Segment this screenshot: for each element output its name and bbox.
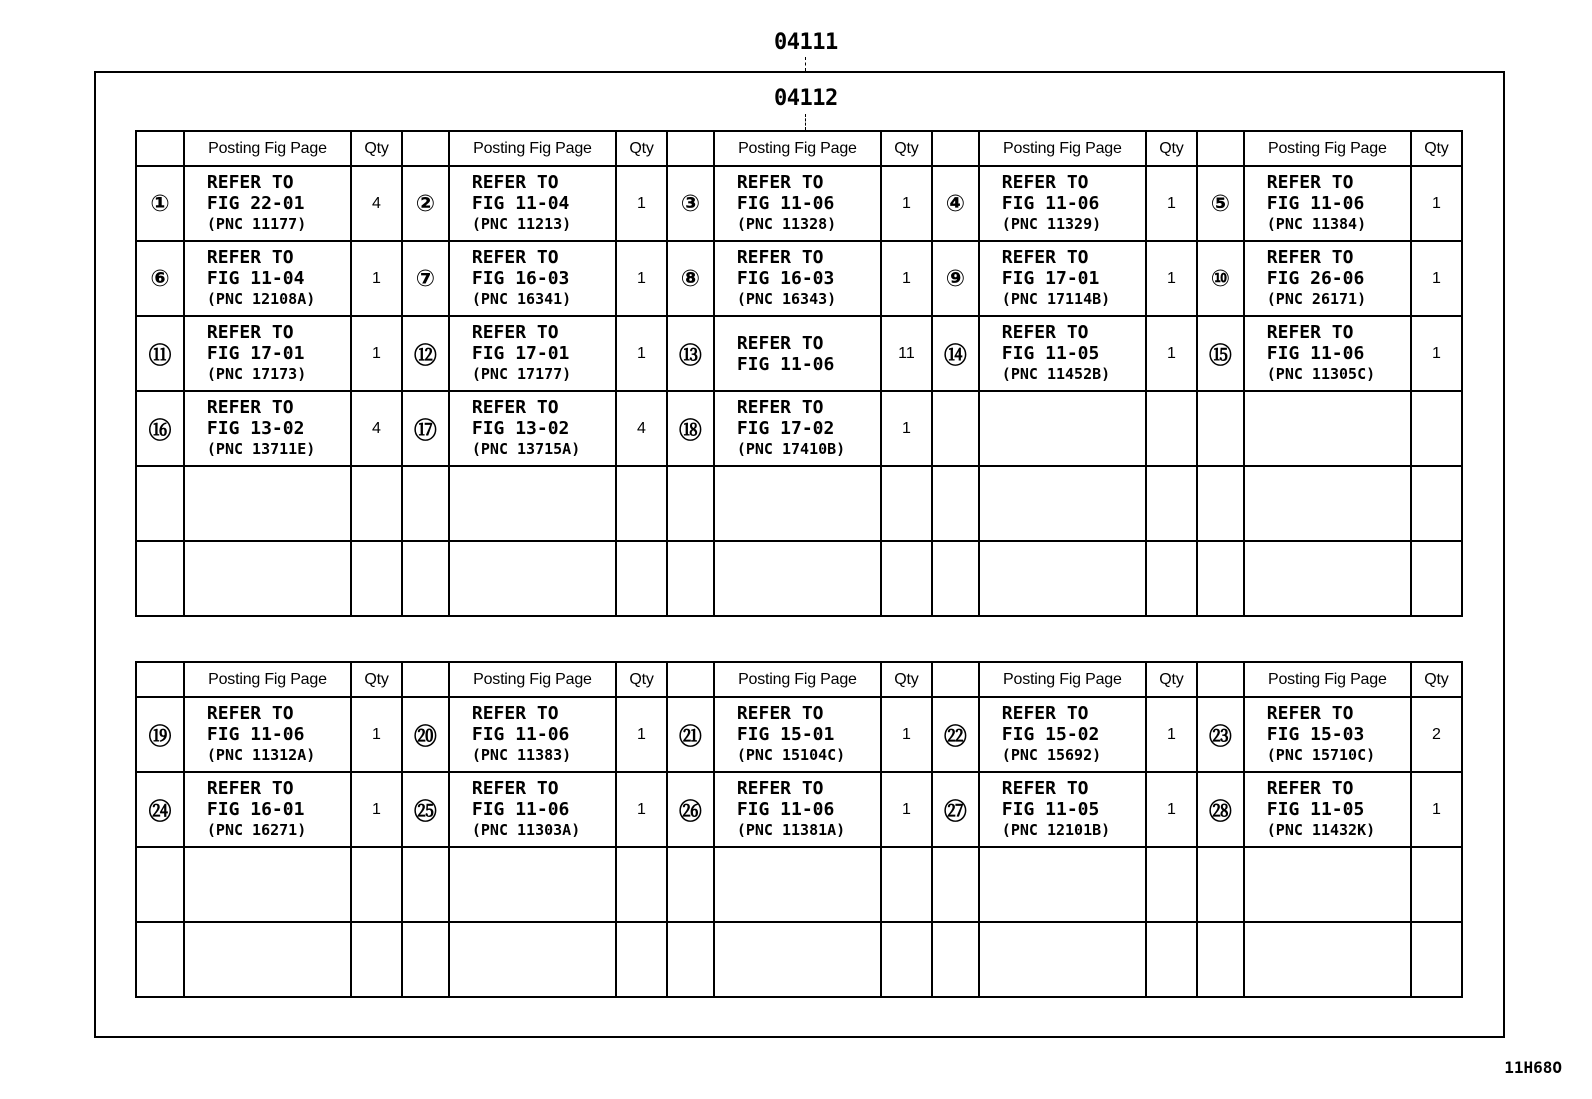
- parts-table-2: [135, 661, 1463, 998]
- callout-number: ④: [932, 166, 979, 241]
- posting-header: Posting Fig Page: [714, 662, 881, 697]
- fig-page-text: FIG 11-06: [1001, 193, 1100, 214]
- fig-page-text: FIG 11-04: [471, 193, 570, 214]
- table-row: [136, 847, 1462, 922]
- callout-number: ⑫: [402, 316, 449, 391]
- callout-number: [667, 466, 714, 541]
- pnc-text: (PNC 11303A): [471, 821, 581, 839]
- callout-number: ㉔: [136, 772, 184, 847]
- qty-value: [616, 847, 667, 922]
- table-row: [136, 697, 1462, 772]
- pnc-text: (PNC 11305C): [1266, 365, 1376, 383]
- posting-header: Posting Fig Page: [714, 131, 881, 166]
- qty-value: [616, 541, 667, 616]
- pnc-text: (PNC 11328): [736, 215, 837, 233]
- qty-value: 1: [351, 316, 402, 391]
- fig-page-text: FIG 16-03: [736, 268, 835, 289]
- callout-number: [402, 847, 449, 922]
- pnc-text: (PNC 11432K): [1266, 821, 1376, 839]
- callout-number: [136, 847, 184, 922]
- posting-ref: [714, 316, 881, 391]
- qty-header: Qty: [351, 662, 402, 697]
- fig-page-text: FIG 11-06: [736, 193, 835, 214]
- refer-to-text: REFER TO: [206, 703, 294, 724]
- pnc-text: (PNC 13711E): [206, 440, 316, 458]
- callout-number: [136, 541, 184, 616]
- posting-ref: [184, 466, 351, 541]
- fig-page-text: FIG 17-02: [736, 418, 835, 439]
- callout-number: [932, 847, 979, 922]
- posting-ref: [979, 241, 1146, 316]
- fig-page-text: FIG 11-05: [1266, 799, 1365, 820]
- num-header: [667, 662, 714, 697]
- pnc-text: (PNC 11177): [206, 215, 307, 233]
- posting-header: Posting Fig Page: [184, 662, 351, 697]
- refer-to-text: REFER TO: [471, 172, 559, 193]
- refer-to-text: REFER TO: [471, 247, 559, 268]
- posting-ref: [979, 922, 1146, 997]
- callout-number: ⑳: [402, 697, 449, 772]
- assembly-code-label: 04111: [774, 30, 838, 55]
- leader-line: [805, 57, 806, 71]
- fig-page-text: FIG 16-01: [206, 799, 305, 820]
- refer-to-text: REFER TO: [471, 322, 559, 343]
- fig-page-text: FIG 11-06: [736, 799, 835, 820]
- qty-value: [351, 847, 402, 922]
- posting-ref: [979, 847, 1146, 922]
- posting-ref: [449, 466, 616, 541]
- posting-ref: [184, 241, 351, 316]
- table-row: [136, 241, 1462, 316]
- posting-ref: [714, 466, 881, 541]
- qty-value: [1411, 466, 1462, 541]
- callout-number: [932, 541, 979, 616]
- pnc-text: (PNC 16341): [471, 290, 572, 308]
- qty-value: 1: [881, 241, 932, 316]
- qty-value: 1: [1146, 316, 1197, 391]
- callout-number: ⑰: [402, 391, 449, 466]
- fig-page-text: FIG 11-06: [736, 353, 835, 375]
- parts-table-1: [135, 130, 1463, 617]
- pnc-text: (PNC 15104C): [736, 746, 846, 764]
- refer-to-text: REFER TO: [206, 172, 294, 193]
- posting-header: Posting Fig Page: [449, 662, 616, 697]
- qty-value: [1411, 922, 1462, 997]
- fig-page-text: FIG 11-06: [1266, 193, 1365, 214]
- num-header: [402, 131, 449, 166]
- callout-number: ㉗: [932, 772, 979, 847]
- refer-to-text: REFER TO: [736, 778, 824, 799]
- refer-to-text: REFER TO: [471, 703, 559, 724]
- num-header: [932, 131, 979, 166]
- qty-value: 1: [1411, 316, 1462, 391]
- pnc-text: (PNC 11384): [1266, 215, 1367, 233]
- leader-line: [805, 114, 806, 130]
- callout-number: ㉓: [1197, 697, 1244, 772]
- table-row: [136, 772, 1462, 847]
- qty-value: 1: [1146, 697, 1197, 772]
- qty-value: 4: [616, 391, 667, 466]
- posting-ref: [979, 316, 1146, 391]
- qty-value: 1: [616, 772, 667, 847]
- callout-number: [136, 922, 184, 997]
- qty-value: [1146, 847, 1197, 922]
- posting-ref: [979, 466, 1146, 541]
- callout-number: [932, 466, 979, 541]
- posting-ref: [184, 922, 351, 997]
- qty-value: 2: [1411, 697, 1462, 772]
- posting-ref: [714, 922, 881, 997]
- qty-value: 4: [351, 166, 402, 241]
- posting-ref: [449, 316, 616, 391]
- qty-header: Qty: [1146, 662, 1197, 697]
- qty-value: 1: [1146, 772, 1197, 847]
- qty-value: [1411, 391, 1462, 466]
- callout-number: [402, 922, 449, 997]
- table-row: [136, 316, 1462, 391]
- qty-header: Qty: [881, 662, 932, 697]
- posting-ref: [184, 772, 351, 847]
- fig-page-text: FIG 11-05: [1001, 343, 1100, 364]
- pnc-text: (PNC 15692): [1001, 746, 1102, 764]
- posting-ref: [1244, 316, 1411, 391]
- pnc-text: (PNC 17173): [206, 365, 307, 383]
- fig-page-text: FIG 13-02: [206, 418, 305, 439]
- posting-ref: [1244, 847, 1411, 922]
- fig-page-text: FIG 13-02: [471, 418, 570, 439]
- qty-value: [1146, 391, 1197, 466]
- pnc-text: (PNC 12101B): [1001, 821, 1111, 839]
- qty-value: 1: [1146, 166, 1197, 241]
- callout-number: ⑧: [667, 241, 714, 316]
- posting-ref: [1244, 391, 1411, 466]
- fig-page-text: FIG 11-05: [1001, 799, 1100, 820]
- pnc-text: (PNC 11452B): [1001, 365, 1111, 383]
- fig-page-text: FIG 11-06: [1266, 343, 1365, 364]
- header-row: [136, 131, 1462, 166]
- qty-value: [616, 922, 667, 997]
- pnc-text: (PNC 11381A): [736, 821, 846, 839]
- posting-header: Posting Fig Page: [449, 131, 616, 166]
- qty-value: 1: [616, 316, 667, 391]
- refer-to-text: REFER TO: [1266, 703, 1354, 724]
- qty-value: 11: [881, 316, 932, 391]
- qty-value: 1: [351, 772, 402, 847]
- refer-to-text: REFER TO: [1266, 778, 1354, 799]
- qty-value: 1: [1411, 772, 1462, 847]
- callout-number: ㉖: [667, 772, 714, 847]
- pnc-text: (PNC 11213): [471, 215, 572, 233]
- posting-ref: [1244, 922, 1411, 997]
- pnc-text: (PNC 11312A): [206, 746, 316, 764]
- posting-ref: [714, 166, 881, 241]
- posting-ref: [1244, 541, 1411, 616]
- callout-number: ⑭: [932, 316, 979, 391]
- posting-ref: [979, 772, 1146, 847]
- posting-ref: [979, 391, 1146, 466]
- refer-to-text: REFER TO: [206, 397, 294, 418]
- posting-ref: [449, 847, 616, 922]
- posting-ref: [449, 166, 616, 241]
- posting-ref: [449, 697, 616, 772]
- posting-ref: [714, 772, 881, 847]
- qty-value: 1: [1411, 166, 1462, 241]
- refer-to-text: REFER TO: [471, 778, 559, 799]
- pnc-text: (PNC 26171): [1266, 290, 1367, 308]
- posting-ref: [979, 697, 1146, 772]
- qty-value: [351, 541, 402, 616]
- qty-value: 1: [616, 166, 667, 241]
- refer-to-text: REFER TO: [736, 397, 824, 418]
- posting-ref: [184, 391, 351, 466]
- pnc-text: (PNC 11329): [1001, 215, 1102, 233]
- fig-page-text: FIG 17-01: [206, 343, 305, 364]
- qty-header: Qty: [616, 131, 667, 166]
- refer-to-text: REFER TO: [206, 247, 294, 268]
- posting-ref: [184, 166, 351, 241]
- posting-ref: [714, 391, 881, 466]
- pnc-text: (PNC 16343): [736, 290, 837, 308]
- qty-header: Qty: [1411, 131, 1462, 166]
- qty-value: 1: [1146, 241, 1197, 316]
- posting-ref: [449, 922, 616, 997]
- refer-to-text: REFER TO: [1001, 322, 1089, 343]
- callout-number: ⑪: [136, 316, 184, 391]
- qty-value: [881, 922, 932, 997]
- qty-value: [616, 466, 667, 541]
- posting-header: Posting Fig Page: [1244, 131, 1411, 166]
- table-row: [136, 391, 1462, 466]
- callout-number: ②: [402, 166, 449, 241]
- table-row: [136, 922, 1462, 997]
- qty-value: 1: [881, 166, 932, 241]
- refer-to-text: REFER TO: [206, 778, 294, 799]
- qty-value: 1: [881, 391, 932, 466]
- pnc-text: (PNC 17177): [471, 365, 572, 383]
- posting-ref: [714, 697, 881, 772]
- posting-header: Posting Fig Page: [184, 131, 351, 166]
- refer-to-text: REFER TO: [736, 247, 824, 268]
- qty-header: Qty: [616, 662, 667, 697]
- pnc-text: (PNC 17410B): [736, 440, 846, 458]
- num-header: [1197, 131, 1244, 166]
- fig-page-text: FIG 11-06: [206, 724, 305, 745]
- posting-ref: [714, 847, 881, 922]
- callout-number: [667, 922, 714, 997]
- num-header: [136, 131, 184, 166]
- callout-number: ㉕: [402, 772, 449, 847]
- callout-number: [932, 391, 979, 466]
- refer-to-text: REFER TO: [1001, 703, 1089, 724]
- posting-ref: [979, 541, 1146, 616]
- qty-header: Qty: [1146, 131, 1197, 166]
- callout-number: [932, 922, 979, 997]
- pnc-text: (PNC 17114B): [1001, 290, 1111, 308]
- posting-ref: [1244, 697, 1411, 772]
- callout-number: [1197, 391, 1244, 466]
- posting-ref: [714, 241, 881, 316]
- fig-page-text: FIG 11-06: [471, 724, 570, 745]
- pnc-text: (PNC 12108A): [206, 290, 316, 308]
- refer-to-text: REFER TO: [1266, 322, 1354, 343]
- callout-number: [667, 847, 714, 922]
- qty-value: [351, 466, 402, 541]
- qty-value: 1: [881, 772, 932, 847]
- fig-page-text: FIG 11-06: [471, 799, 570, 820]
- num-header: [932, 662, 979, 697]
- fig-page-text: FIG 17-01: [471, 343, 570, 364]
- pnc-text: (PNC 11383): [471, 746, 572, 764]
- callout-number: ⑩: [1197, 241, 1244, 316]
- qty-value: 4: [351, 391, 402, 466]
- callout-number: ⑮: [1197, 316, 1244, 391]
- pnc-text: (PNC 15710C): [1266, 746, 1376, 764]
- refer-to-text: REFER TO: [736, 703, 824, 724]
- callout-number: ①: [136, 166, 184, 241]
- posting-ref: [1244, 166, 1411, 241]
- posting-ref: [1244, 466, 1411, 541]
- fig-page-text: FIG 11-04: [206, 268, 305, 289]
- posting-ref: [184, 541, 351, 616]
- posting-ref: [449, 541, 616, 616]
- qty-value: 1: [616, 241, 667, 316]
- refer-to-text: REFER TO: [471, 397, 559, 418]
- callout-number: [1197, 541, 1244, 616]
- qty-value: [1411, 541, 1462, 616]
- qty-value: [351, 922, 402, 997]
- qty-value: 1: [881, 697, 932, 772]
- refer-to-text: REFER TO: [736, 172, 824, 193]
- fig-page-text: FIG 17-01: [1001, 268, 1100, 289]
- posting-header: Posting Fig Page: [979, 662, 1146, 697]
- callout-number: ⑤: [1197, 166, 1244, 241]
- callout-number: [667, 541, 714, 616]
- posting-header: Posting Fig Page: [979, 131, 1146, 166]
- fig-page-text: FIG 22-01: [206, 193, 305, 214]
- qty-value: [881, 466, 932, 541]
- qty-value: 1: [351, 241, 402, 316]
- callout-number: ⑥: [136, 241, 184, 316]
- qty-value: 1: [351, 697, 402, 772]
- num-header: [136, 662, 184, 697]
- callout-number: ㉑: [667, 697, 714, 772]
- qty-value: 1: [616, 697, 667, 772]
- num-header: [667, 131, 714, 166]
- refer-to-text: REFER TO: [206, 322, 294, 343]
- pnc-text: (PNC 16271): [206, 821, 307, 839]
- callout-number: ⑱: [667, 391, 714, 466]
- callout-number: ㉘: [1197, 772, 1244, 847]
- illustration-code: 11H68O: [1504, 1058, 1562, 1077]
- table-row: [136, 466, 1462, 541]
- qty-value: 1: [1411, 241, 1462, 316]
- posting-ref: [449, 772, 616, 847]
- callout-number: ⑯: [136, 391, 184, 466]
- callout-number: ③: [667, 166, 714, 241]
- callout-number: ⑬: [667, 316, 714, 391]
- posting-ref: [184, 697, 351, 772]
- callout-number: [402, 466, 449, 541]
- refer-to-text: REFER TO: [1001, 172, 1089, 193]
- refer-to-text: REFER TO: [736, 332, 824, 354]
- posting-ref: [184, 316, 351, 391]
- num-header: [402, 662, 449, 697]
- callout-number: [402, 541, 449, 616]
- qty-value: [1146, 466, 1197, 541]
- callout-number: ㉒: [932, 697, 979, 772]
- refer-to-text: REFER TO: [1266, 172, 1354, 193]
- qty-header: Qty: [881, 131, 932, 166]
- qty-value: [881, 847, 932, 922]
- refer-to-text: REFER TO: [1001, 247, 1089, 268]
- posting-ref: [979, 166, 1146, 241]
- qty-value: [1146, 922, 1197, 997]
- callout-number: [1197, 922, 1244, 997]
- fig-page-text: FIG 15-01: [736, 724, 835, 745]
- posting-ref: [449, 391, 616, 466]
- sub-assembly-code-label: 04112: [774, 86, 838, 111]
- posting-ref: [714, 541, 881, 616]
- table-row: [136, 541, 1462, 616]
- posting-ref: [449, 241, 616, 316]
- callout-number: [136, 466, 184, 541]
- qty-value: [881, 541, 932, 616]
- pnc-text: (PNC 13715A): [471, 440, 581, 458]
- qty-value: [1146, 541, 1197, 616]
- qty-value: [1411, 847, 1462, 922]
- callout-number: [1197, 466, 1244, 541]
- qty-header: Qty: [1411, 662, 1462, 697]
- callout-number: ⑨: [932, 241, 979, 316]
- fig-page-text: FIG 15-02: [1001, 724, 1100, 745]
- posting-header: Posting Fig Page: [1244, 662, 1411, 697]
- num-header: [1197, 662, 1244, 697]
- posting-ref: [1244, 772, 1411, 847]
- callout-number: ⑦: [402, 241, 449, 316]
- posting-ref: [184, 847, 351, 922]
- callout-number: [1197, 847, 1244, 922]
- posting-ref: [1244, 241, 1411, 316]
- header-row: [136, 662, 1462, 697]
- fig-page-text: FIG 26-06: [1266, 268, 1365, 289]
- fig-page-text: FIG 16-03: [471, 268, 570, 289]
- refer-to-text: REFER TO: [1266, 247, 1354, 268]
- table-row: [136, 166, 1462, 241]
- fig-page-text: FIG 15-03: [1266, 724, 1365, 745]
- callout-number: ⑲: [136, 697, 184, 772]
- refer-to-text: REFER TO: [1001, 778, 1089, 799]
- qty-header: Qty: [351, 131, 402, 166]
